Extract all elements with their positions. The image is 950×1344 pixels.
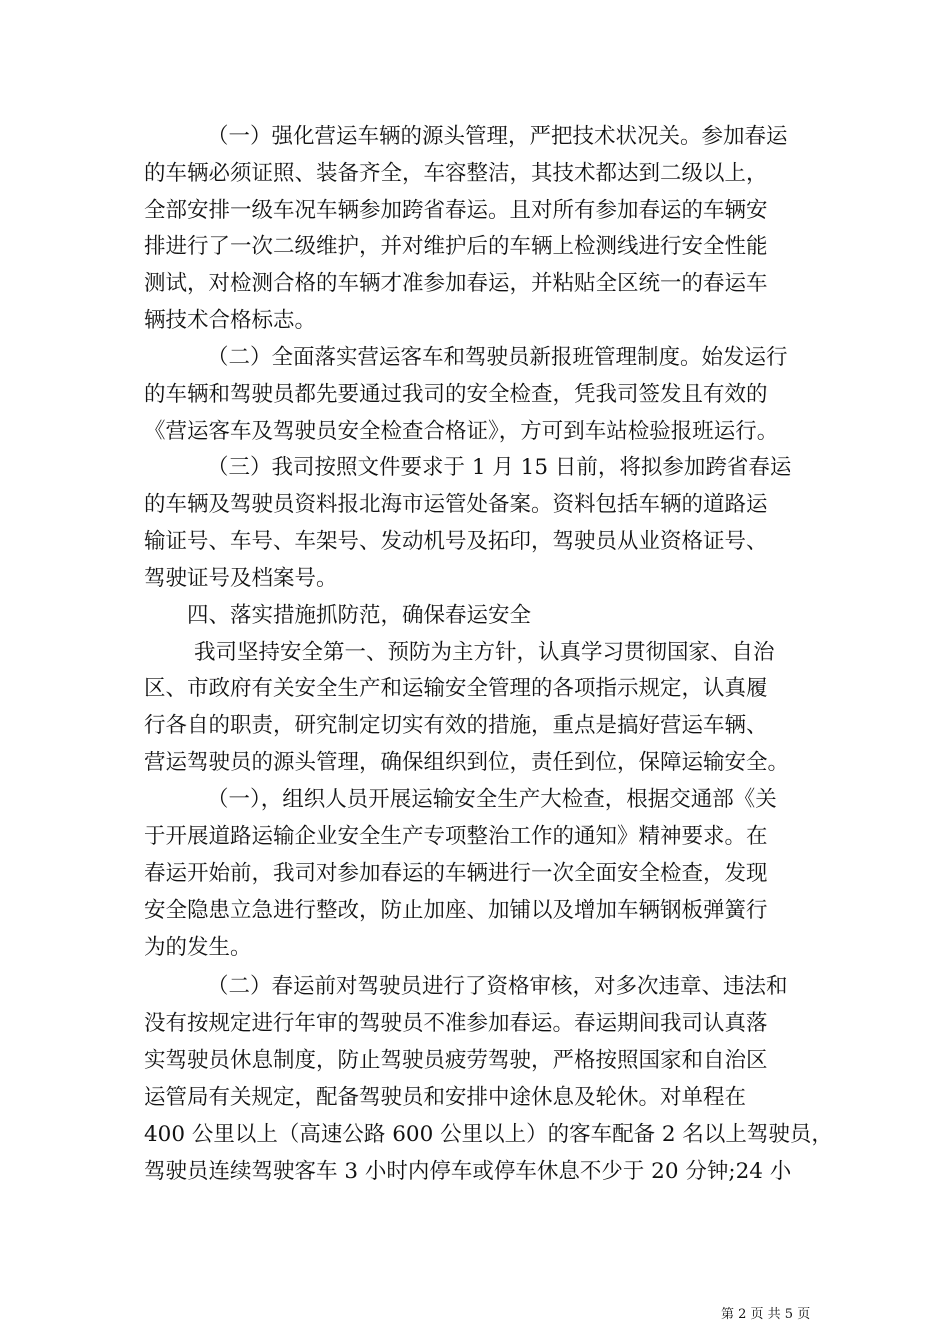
text-line: 辆技术合格标志。 xyxy=(144,308,317,333)
text-line: （二）全面落实营运客车和驾驶员新报班管理制度。始发运行 xyxy=(207,345,788,370)
text-line: 实驾驶员休息制度，防止驾驶员疲劳驾驶，严格按照国家和自治区 xyxy=(144,1048,768,1073)
text-line: 的车辆及驾驶员资料报北海市运管处备案。资料包括车辆的道路运 xyxy=(144,492,768,517)
text-line: 测试，对检测合格的车辆才准参加春运，并粘贴全区统一的春运车 xyxy=(144,271,768,296)
text-line: 运管局有关规定，配备驾驶员和安排中途休息及轮休。对单程在 xyxy=(144,1085,747,1110)
text-line: （二）春运前对驾驶员进行了资格审核，对多次违章、违法和 xyxy=(207,974,788,999)
text-line: 输证号、车号、车架号、发动机号及拓印，驾驶员从业资格证号、 xyxy=(144,529,768,554)
text-line: 为的发生。 xyxy=(144,935,252,960)
text-line: 驾驶证号及档案号。 xyxy=(144,566,338,591)
text-line: 营运驾驶员的源头管理，确保组织到位，责任到位，保障运输安全。 xyxy=(144,750,790,775)
text-line: 400 公里以上（高速公路 600 公里以上）的客车配备 2 名以上驾驶员， xyxy=(144,1122,833,1147)
text-line: （三）我司按照文件要求于 1 月 15 日前，将拟参加跨省春运 xyxy=(207,455,792,480)
text-line: 排进行了一次二级维护，并对维护后的车辆上检测线进行安全性能 xyxy=(144,234,768,259)
text-line: 全部安排一级车况车辆参加跨省春运。且对所有参加春运的车辆安 xyxy=(144,198,768,223)
text-line: 我司坚持安全第一、预防为主方针，认真学习贯彻国家、自治 xyxy=(194,640,775,665)
text-line: 《营运客车及驾驶员安全检查合格证》，方可到车站检验报班运行。 xyxy=(144,419,779,444)
text-line: 于开展道路运输企业安全生产专项整治工作的通知》精神要求。在 xyxy=(144,824,768,849)
text-line: 的车辆和驾驶员都先要通过我司的安全检查，凭我司签发且有效的 xyxy=(144,382,768,407)
text-line: 行各自的职责，研究制定切实有效的措施，重点是搞好营运车辆、 xyxy=(144,713,768,738)
text-line: 区、市政府有关安全生产和运输安全管理的各项指示规定，认真履 xyxy=(144,676,768,701)
text-line: 春运开始前，我司对参加春运的车辆进行一次全面安全检查，发现 xyxy=(144,861,768,886)
text-line: 安全隐患立急进行整改，防止加座、加铺以及增加车辆钢板弹簧行 xyxy=(144,898,768,923)
page-number: 第 2 页 共 5 页 xyxy=(721,1307,811,1322)
text-line: 没有按规定进行年审的驾驶员不准参加春运。春运期间我司认真落 xyxy=(144,1011,768,1036)
text-line: 驾驶员连续驾驶客车 3 小时内停车或停车休息不少于 20 分钟;24 小 xyxy=(144,1159,792,1184)
text-line: 的车辆必须证照、装备齐全，车容整洁，其技术都达到二级以上， xyxy=(144,161,768,186)
text-line: （一），组织人员开展运输安全生产大检查，根据交通部《关 xyxy=(207,787,777,812)
text-line: （一）强化营运车辆的源头管理，严把技术状况关。参加春运 xyxy=(207,124,788,149)
section-heading: 四、落实措施抓防范，确保春运安全 xyxy=(187,603,532,628)
